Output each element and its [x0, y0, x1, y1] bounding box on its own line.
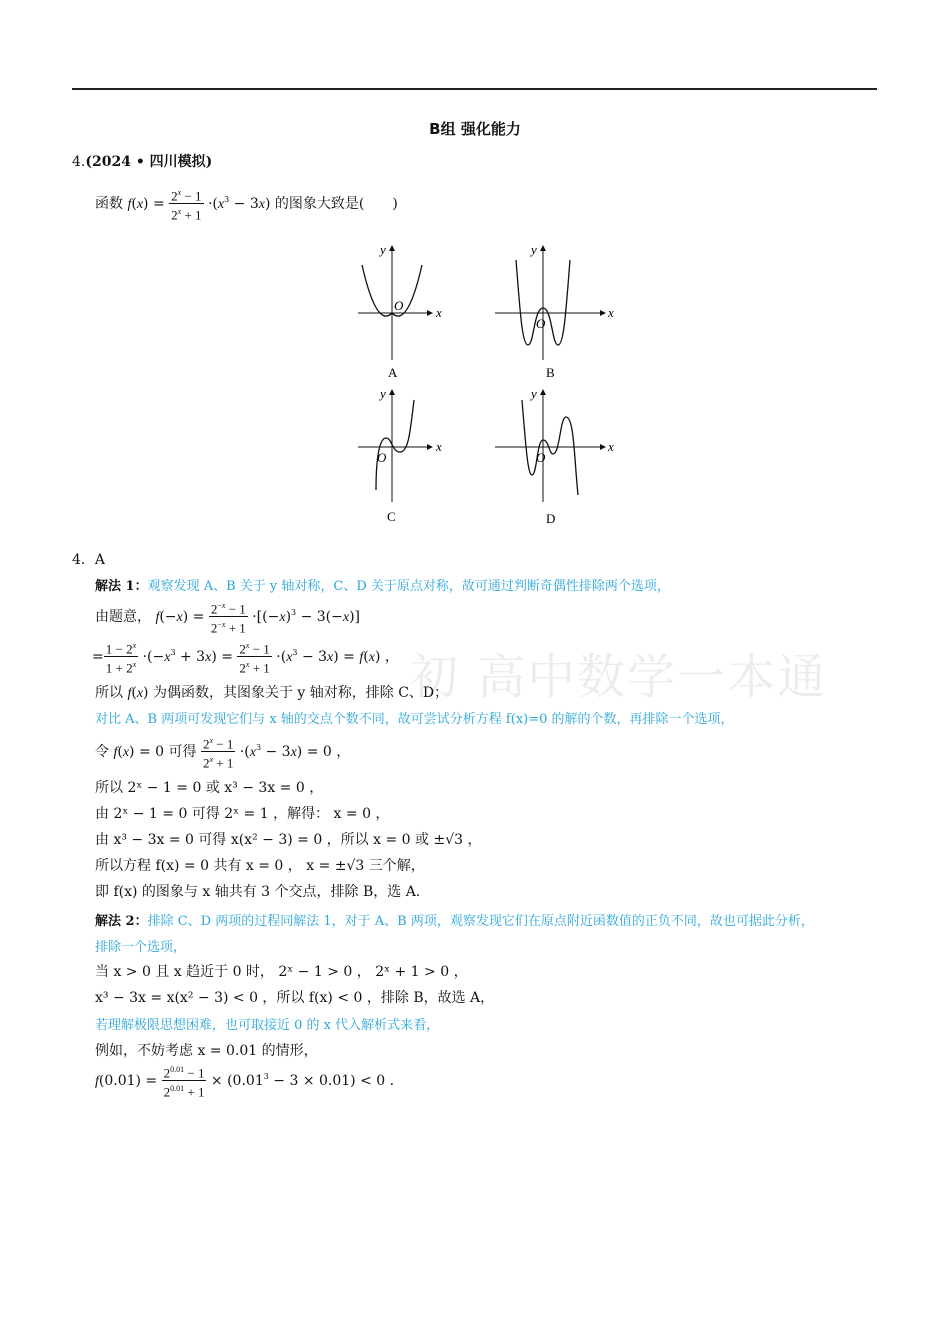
origin-label: O — [394, 298, 404, 313]
origin-label: O — [377, 450, 387, 465]
from2-line: 由 x³ − 3x = 0 可得 x(x² − 3) = 0 ，所以 x = 0 或 ±√3 ， — [95, 832, 482, 848]
neg-line: x³ − 3x = x(x² − 3) < 0 ，所以 f(x) < 0 ，排除 B，故选 A， — [95, 990, 495, 1006]
stem-prefix: 函数 — [95, 195, 123, 212]
method1-label: 解法 1： — [95, 579, 148, 594]
origin-label: O — [536, 316, 546, 331]
graph-c — [358, 386, 442, 524]
x-label: x — [608, 305, 614, 320]
option-b-label: B — [546, 365, 555, 380]
let-text: 令 — [95, 743, 109, 760]
let-text2: 可得 — [168, 743, 197, 760]
option-graphs — [350, 240, 620, 530]
so-text: 所以 — [95, 685, 123, 701]
method1-hint: 观察发现 A、B 关于 y 轴对称，C、D 关于原点对称，故可通过判断奇偶性排除两个选项， — [147, 579, 670, 594]
method2-line — [95, 910, 814, 929]
let-line: 令 f(x) = 0 可得 $\frac{2^x - 1}{2^x + 1}$ $\cdot(x^3 - 3x) = 0$ ， — [95, 733, 350, 771]
when-line: 当 x > 0 且 x 趋近于 0 时， 2ˣ − 1 > 0 ， 2ˣ + 1 > 0 ， — [95, 964, 468, 980]
from1-line: 由 2ˣ − 1 = 0 可得 2ˣ = 1 ，解得： x = 0 ， — [95, 806, 390, 822]
x-label: x — [436, 305, 442, 320]
hint2: 对比 A、B 两项可发现它们与 x 轴的交点个数不同，故可尝试分析方程 f(x)=0 的解的个数，再排除一个选项， — [95, 712, 734, 727]
graph-b — [495, 242, 614, 380]
option-a-label: A — [388, 365, 398, 380]
given-text: 由题意， — [95, 608, 151, 625]
thus-line: 即 f(x) 的图象与 x 轴共有 3 个交点，排除 B，选 A. — [95, 884, 421, 900]
eval-line: f(0.01) = $\frac{2^{0.01} - 1}{2^{0.01} + 1}$ × $(0.01^3 - 3 \times 0.01) < 0$ . — [95, 1062, 394, 1100]
x-label: x — [608, 439, 614, 454]
question-number: 4. — [72, 154, 86, 170]
answer-number: 4．A — [72, 552, 106, 568]
y-label: y — [380, 386, 386, 401]
watermark: 初 高中数学一本通 — [410, 649, 828, 705]
method2-hint: 排除 C、D 两项的过程同解法 1，对于 A、B 两项，观察发现它们在原点附近函数值的正负不同，故也可据此分析， — [147, 914, 814, 929]
method2-hint2: 排除一个选项， — [95, 940, 187, 955]
option-c-label: C — [387, 509, 396, 524]
method2-label: 解法 2： — [95, 914, 148, 929]
y-label: y — [531, 386, 537, 401]
method1-line — [95, 575, 670, 594]
question-source: (2024 • 四川模拟) — [85, 154, 213, 170]
y-label: y — [380, 242, 386, 257]
graph-a — [358, 242, 442, 380]
section-title: B组 强化能力 — [429, 120, 521, 138]
eg-line: 例如，不妨考虑 x = 0.01 的情形， — [95, 1043, 318, 1059]
question-stem: 函数 f(x) = $\frac{2^x - 1}{2^x + 1}$ $\cdot(x^3 - 3x)$ 的图象大致是( ) — [95, 185, 398, 223]
option-d-label: D — [546, 511, 556, 526]
so2-line: 所以 2ˣ − 1 = 0 或 x³ − 3x = 0 ， — [95, 780, 324, 796]
even-text: 为偶函数，其图象关于 y 轴对称，排除 C、D； — [152, 685, 449, 701]
stem-suffix: 的图象大致是( ) — [274, 195, 398, 212]
question-header — [72, 151, 212, 171]
stem-fraction: $\frac{2^x - 1}{2^x + 1}$ — [169, 185, 203, 223]
graph-d — [495, 386, 614, 526]
given-line: 由题意， f(−x) = $\frac{2^{-x} - 1}{2^{-x} + 1}$ $\cdot[(-x)^3 - 3(-x)]$ — [95, 598, 360, 636]
so3-line: 所以方程 f(x) = 0 共有 x = 0 ， x = ±√3 三个解， — [95, 858, 425, 874]
y-label: y — [531, 242, 537, 257]
x-label: x — [436, 439, 442, 454]
even-line: 所以 f(x) 为偶函数，其图象关于 y 轴对称，排除 C、D； — [95, 685, 449, 701]
hint3: 若理解极限思想困难，也可取接近 0 的 x 代入解析式来看， — [95, 1018, 440, 1033]
origin-label: O — [536, 450, 546, 465]
header-rule — [72, 88, 877, 90]
derivation-line: = $\frac{1 - 2^x}{1 + 2^x}$ $\cdot(-x^3 + 3x)$ = $\frac{2^x - 1}{2^x + 1}$ $\cdot(x^3 - 3x) = f(x)$ ， — [92, 638, 399, 676]
